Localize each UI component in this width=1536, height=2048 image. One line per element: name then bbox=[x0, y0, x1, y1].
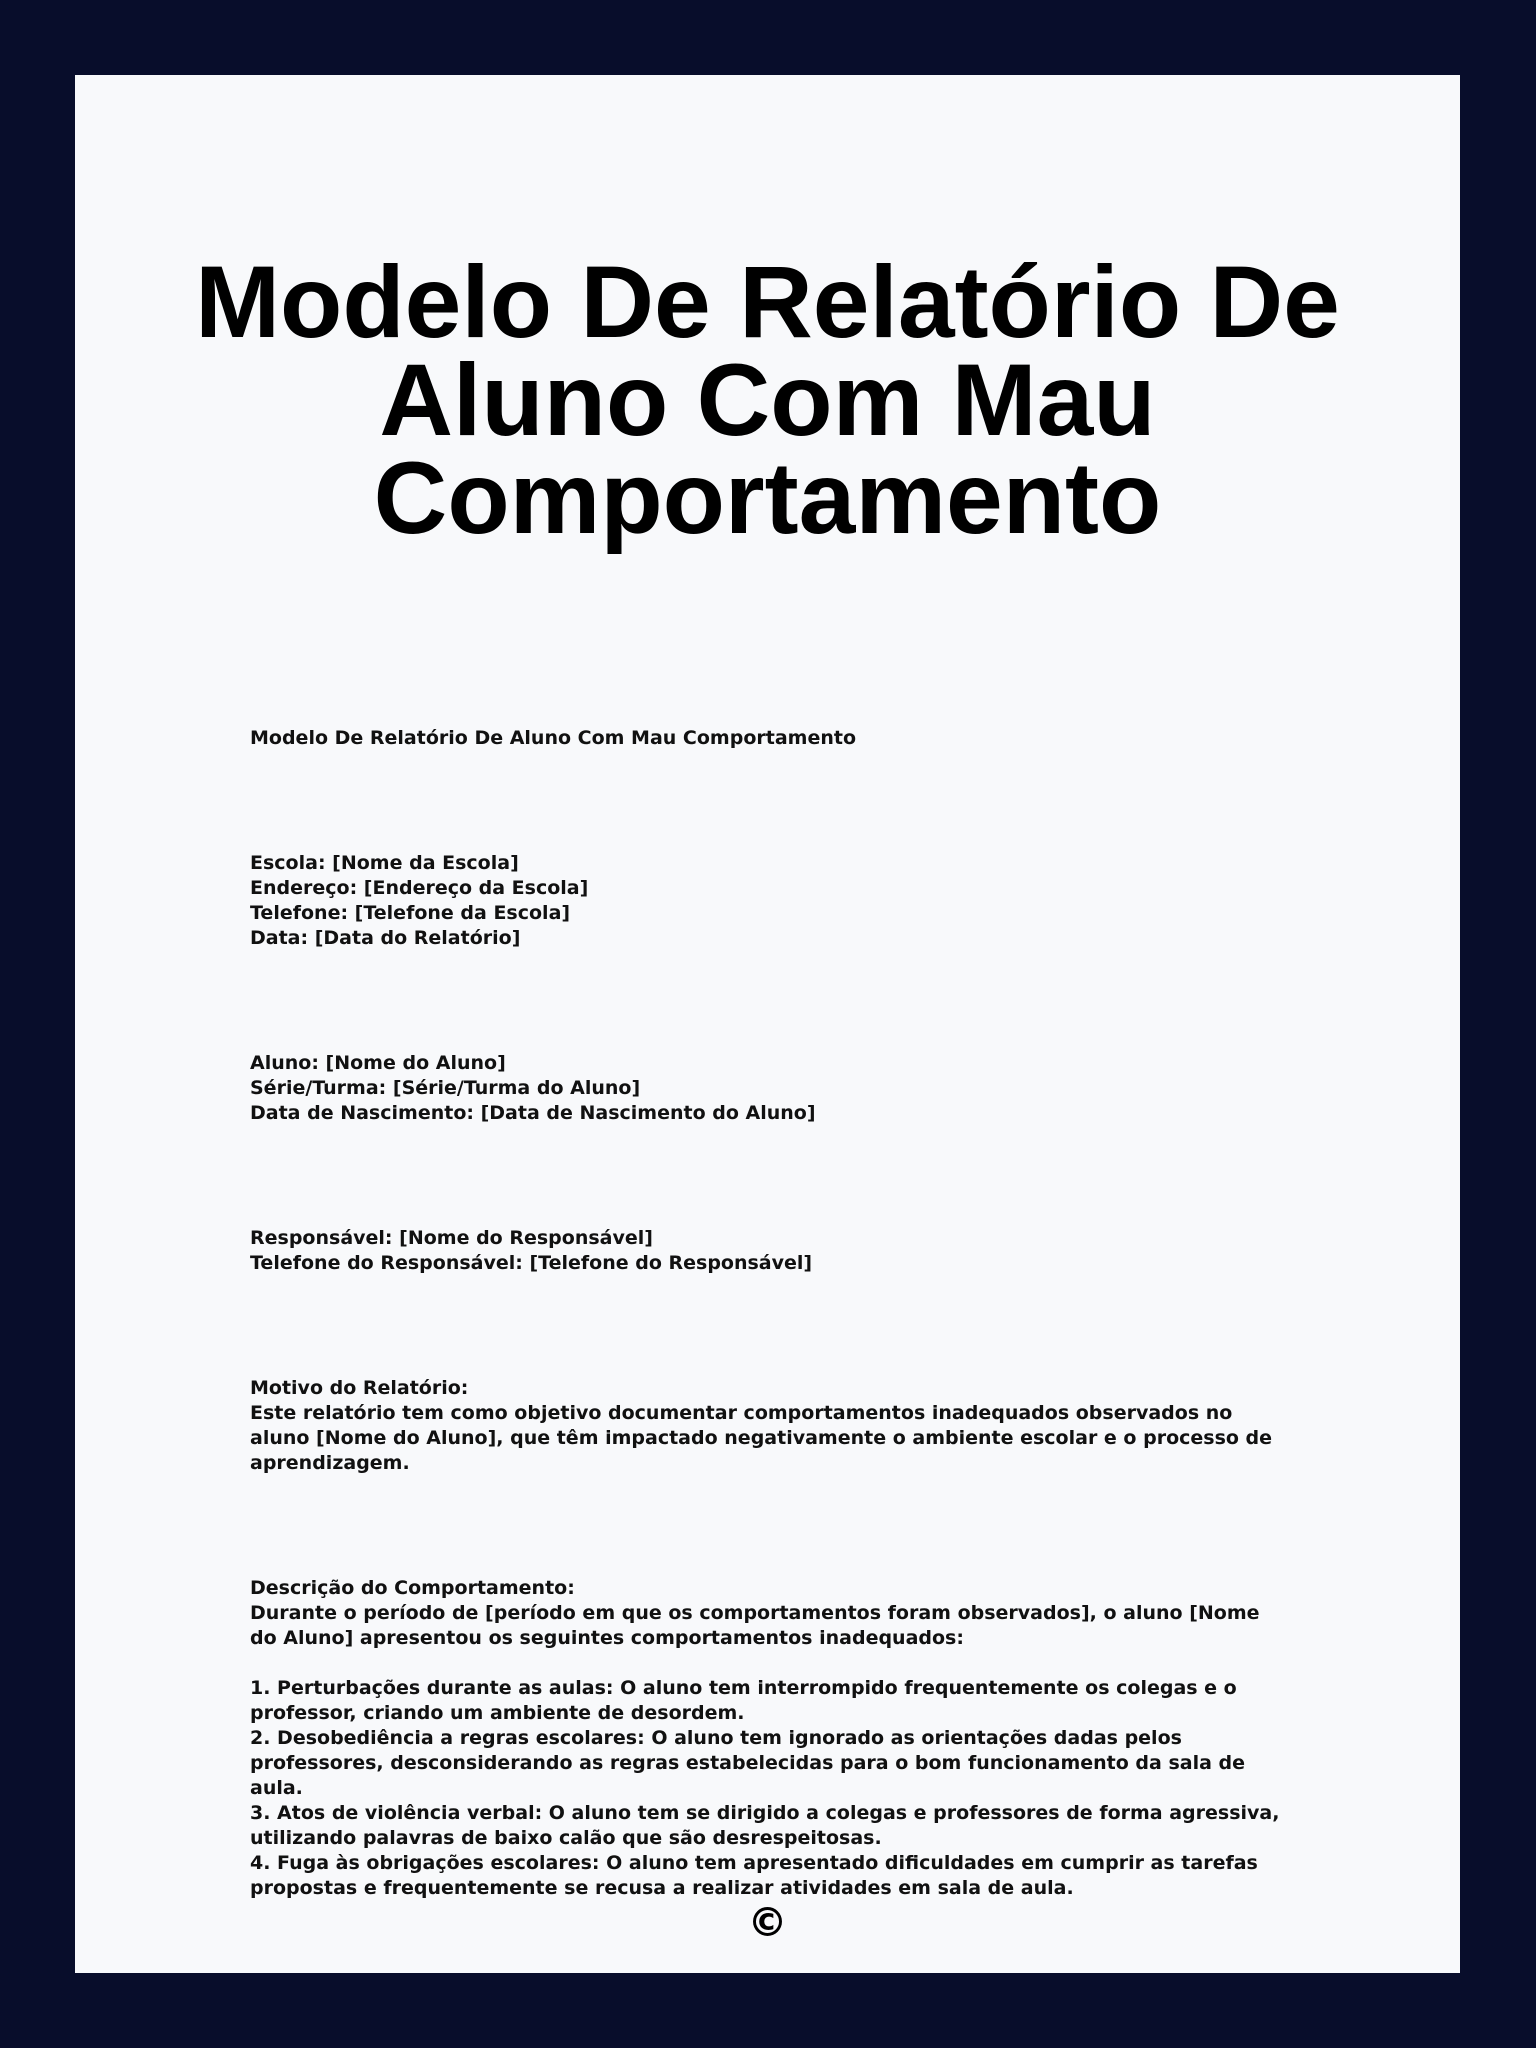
copyright-icon: © bbox=[747, 1900, 788, 1946]
spacer bbox=[250, 1651, 1290, 1676]
motivo-section bbox=[250, 1376, 1290, 1476]
motivo-heading: Motivo do Relatório: bbox=[250, 1377, 469, 1399]
document-page bbox=[75, 75, 1460, 1973]
school-phone-line: Telefone: [Telefone da Escola] bbox=[250, 902, 571, 924]
guardian-info-section bbox=[250, 1226, 1290, 1276]
list-item: 2. Desobediência a regras escolares: O aluno tem ignorado as orientações dadas pelos professores, desconsiderando as regras estabelecidas para o bom funcionamento da sala de aula. bbox=[250, 1727, 1246, 1799]
student-name-line: Aluno: [Nome do Aluno] bbox=[250, 1052, 506, 1074]
list-item: 4. Fuga às obrigações escolares: O aluno tem apresentado dificuldades em cumprir as tarefas propostas e frequentemente se recusa a realizar atividades em sala de aula. bbox=[250, 1852, 1258, 1899]
descricao-heading: Descrição do Comportamento: bbox=[250, 1577, 575, 1599]
student-info-section bbox=[250, 1051, 1290, 1126]
document-body bbox=[250, 726, 1290, 1901]
guardian-name-line: Responsável: [Nome do Responsável] bbox=[250, 1227, 653, 1249]
school-name-line: Escola: [Nome da Escola] bbox=[250, 852, 519, 874]
motivo-text: Este relatório tem como objetivo documentar comportamentos inadequados observados no aluno [Nome do Aluno], que têm impactado negativamente o ambiente escolar e o processo de aprendizagem. bbox=[250, 1402, 1273, 1474]
list-item: 1. Perturbações durante as aulas: O aluno tem interrompido frequentemente os colegas e o professor, criando um ambiente de desordem. bbox=[250, 1677, 1237, 1724]
subtitle-section bbox=[250, 726, 1290, 751]
school-address-line: Endereço: [Endereço da Escola] bbox=[250, 877, 589, 899]
report-date-line: Data: [Data do Relatório] bbox=[250, 927, 521, 949]
student-birthdate-line: Data de Nascimento: [Data de Nascimento do Aluno] bbox=[250, 1102, 816, 1124]
guardian-phone-line: Telefone do Responsável: [Telefone do Responsável] bbox=[250, 1252, 813, 1274]
school-info-section bbox=[250, 851, 1290, 951]
descricao-intro: Durante o período de [período em que os comportamentos foram observados], o aluno [Nome do Aluno] apresentou os seguintes comportamentos inadequados: bbox=[250, 1602, 1260, 1649]
list-item: 3. Atos de violência verbal: O aluno tem se dirigido a colegas e professores de forma agressiva, utilizando palavras de baixo calão que são desrespeitosas. bbox=[250, 1802, 1280, 1849]
student-grade-line: Série/Turma: [Série/Turma do Aluno] bbox=[250, 1077, 641, 1099]
descricao-section bbox=[250, 1576, 1290, 1901]
document-subtitle: Modelo De Relatório De Aluno Com Mau Comportamento bbox=[250, 727, 856, 749]
document-title: Modelo De Relatório De Aluno Com Mau Comportamento bbox=[195, 245, 1340, 555]
